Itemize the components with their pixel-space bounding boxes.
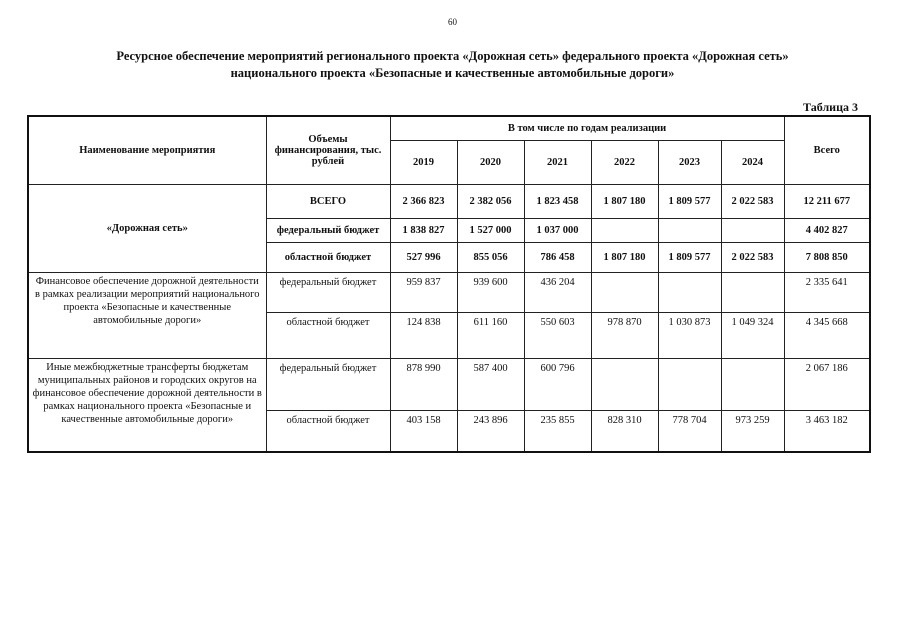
year-value: 878 990: [390, 358, 457, 410]
year-value: 587 400: [457, 358, 524, 410]
year-value: [658, 358, 721, 410]
table-row: [28, 358, 870, 410]
year-value: 403 158: [390, 410, 457, 452]
header-years-group: В том числе по годам реализации: [390, 116, 784, 140]
year-value: 436 204: [524, 272, 591, 312]
document-title: [60, 48, 845, 82]
row-total: 2 335 641: [784, 272, 870, 312]
year-value: 1 809 577: [658, 184, 721, 218]
header-total: Всего: [784, 116, 870, 184]
year-value: 2 022 583: [721, 242, 784, 272]
year-value: 2 366 823: [390, 184, 457, 218]
year-value: 2 382 056: [457, 184, 524, 218]
year-value: [721, 358, 784, 410]
year-value: 786 458: [524, 242, 591, 272]
row-group-name: «Дорожная сеть»: [28, 184, 266, 272]
year-value: 855 056: [457, 242, 524, 272]
header-year: 2022: [591, 140, 658, 184]
page-number: 60: [448, 17, 457, 27]
funding-source: федеральный бюджет: [266, 218, 390, 242]
year-value: 1 049 324: [721, 312, 784, 358]
year-value: 611 160: [457, 312, 524, 358]
year-value: 600 796: [524, 358, 591, 410]
year-value: 235 855: [524, 410, 591, 452]
year-value: [721, 218, 784, 242]
year-value: 527 996: [390, 242, 457, 272]
year-value: 828 310: [591, 410, 658, 452]
year-value: 1 823 458: [524, 184, 591, 218]
table-row: [28, 184, 870, 218]
year-value: 2 022 583: [721, 184, 784, 218]
year-value: [591, 272, 658, 312]
header-year: 2021: [524, 140, 591, 184]
year-value: 939 600: [457, 272, 524, 312]
row-group-name: Иные межбюджетные трансферты бюджетам муниципальных районов и городских округов на финансовое обеспечение дорожной деятельности в рамках национального проекта «Безопасные и качественные автомобильные дороги»: [28, 358, 266, 452]
year-value: [721, 272, 784, 312]
funding-table: [27, 115, 871, 453]
year-value: 1 807 180: [591, 184, 658, 218]
row-total: 4 345 668: [784, 312, 870, 358]
funding-source: областной бюджет: [266, 410, 390, 452]
funding-source: ВСЕГО: [266, 184, 390, 218]
funding-source: областной бюджет: [266, 242, 390, 272]
year-value: 1 838 827: [390, 218, 457, 242]
year-value: 1 037 000: [524, 218, 591, 242]
year-value: 1 030 873: [658, 312, 721, 358]
year-value: [658, 272, 721, 312]
funding-source: областной бюджет: [266, 312, 390, 358]
row-total: 4 402 827: [784, 218, 870, 242]
header-volume: Объемы финансирования, тыс. рублей: [266, 116, 390, 184]
header-year: 2020: [457, 140, 524, 184]
year-value: 1 527 000: [457, 218, 524, 242]
row-total: 7 808 850: [784, 242, 870, 272]
year-value: 1 809 577: [658, 242, 721, 272]
year-value: 124 838: [390, 312, 457, 358]
header-year: 2023: [658, 140, 721, 184]
year-value: [658, 218, 721, 242]
year-value: 959 837: [390, 272, 457, 312]
year-value: [591, 218, 658, 242]
header-year: 2024: [721, 140, 784, 184]
row-total: 2 067 186: [784, 358, 870, 410]
header-year: 2019: [390, 140, 457, 184]
funding-source: федеральный бюджет: [266, 358, 390, 410]
title-line-1: Ресурсное обеспечение мероприятий регионального проекта «Дорожная сеть» федерального проекта «Дорожная сеть»: [116, 49, 789, 63]
table-row: [28, 272, 870, 312]
year-value: [591, 358, 658, 410]
year-value: 243 896: [457, 410, 524, 452]
year-value: 1 807 180: [591, 242, 658, 272]
table-label: Таблица 3: [803, 100, 858, 114]
title-line-2: национального проекта «Безопасные и качественные автомобильные дороги»: [230, 66, 675, 80]
year-value: 973 259: [721, 410, 784, 452]
row-group-name: Финансовое обеспечение дорожной деятельности в рамках реализации мероприятий национального проекта «Безопасные и качественные автомобильные дороги»: [28, 272, 266, 358]
funding-source: федеральный бюджет: [266, 272, 390, 312]
header-name: Наименование мероприятия: [28, 116, 266, 184]
row-total: 12 211 677: [784, 184, 870, 218]
year-value: 550 603: [524, 312, 591, 358]
year-value: 978 870: [591, 312, 658, 358]
year-value: 778 704: [658, 410, 721, 452]
row-total: 3 463 182: [784, 410, 870, 452]
